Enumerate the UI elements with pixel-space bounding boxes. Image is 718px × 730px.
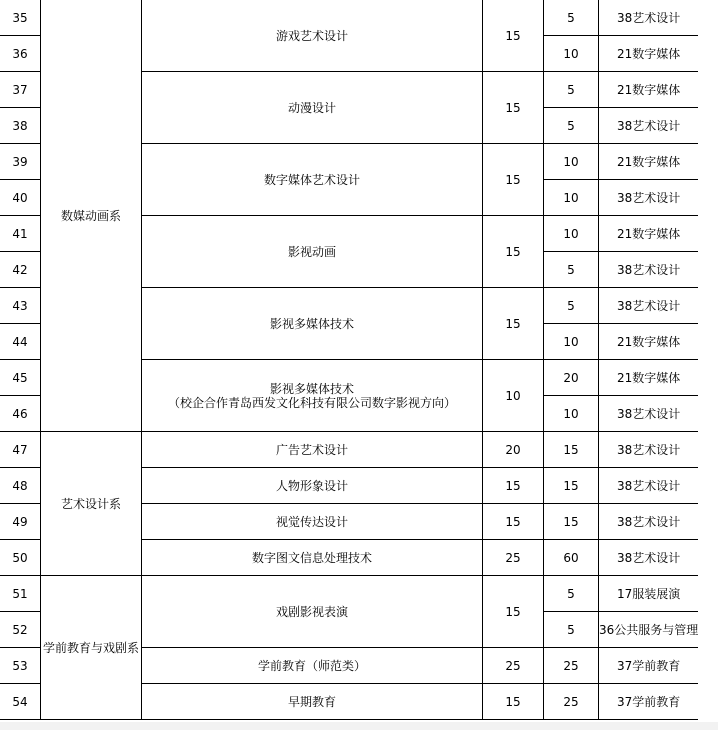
count-cell: 25 <box>544 684 599 720</box>
row-number: 42 <box>0 252 41 288</box>
major-note: （校企合作青岛西发文化科技有限公司数字影视方向） <box>167 395 456 410</box>
quota-cell: 25 <box>483 540 544 576</box>
category-cell: 38艺术设计 <box>599 396 699 432</box>
major-cell: 广告艺术设计 <box>142 432 483 468</box>
count-cell: 10 <box>544 144 599 180</box>
row-number: 44 <box>0 324 41 360</box>
quota-cell: 25 <box>483 648 544 684</box>
major-name: 影视多媒体技术 <box>269 381 354 396</box>
count-cell: 10 <box>544 396 599 432</box>
category-cell: 21数字媒体 <box>599 144 699 180</box>
category-cell: 38艺术设计 <box>599 288 699 324</box>
row-number: 41 <box>0 216 41 252</box>
count-cell: 5 <box>544 72 599 108</box>
department-cell: 艺术设计系 <box>41 432 142 576</box>
category-cell: 37学前教育 <box>599 684 699 720</box>
category-cell: 38艺术设计 <box>599 468 699 504</box>
category-cell: 38艺术设计 <box>599 0 699 36</box>
count-cell: 5 <box>544 0 599 36</box>
count-cell: 10 <box>544 216 599 252</box>
quota-cell: 15 <box>483 72 544 144</box>
category-cell: 21数字媒体 <box>599 360 699 396</box>
major-cell <box>142 360 483 432</box>
row-number: 51 <box>0 576 41 612</box>
major-cell: 影视多媒体技术 <box>142 288 483 360</box>
quota-cell: 10 <box>483 360 544 432</box>
category-cell: 21数字媒体 <box>599 36 699 72</box>
category-cell: 37学前教育 <box>599 648 699 684</box>
count-cell: 15 <box>544 504 599 540</box>
row-number: 37 <box>0 72 41 108</box>
count-cell: 5 <box>544 288 599 324</box>
count-cell: 5 <box>544 252 599 288</box>
category-cell: 38艺术设计 <box>599 504 699 540</box>
category-cell: 21数字媒体 <box>599 324 699 360</box>
count-cell: 15 <box>544 432 599 468</box>
table-row <box>0 576 698 612</box>
table-row <box>0 432 698 468</box>
category-cell: 38艺术设计 <box>599 540 699 576</box>
row-number: 39 <box>0 144 41 180</box>
quota-cell: 15 <box>483 504 544 540</box>
count-cell: 15 <box>544 468 599 504</box>
major-cell: 动漫设计 <box>142 72 483 144</box>
category-cell: 21数字媒体 <box>599 216 699 252</box>
count-cell: 60 <box>544 540 599 576</box>
quota-cell: 20 <box>483 432 544 468</box>
quota-cell: 15 <box>483 216 544 288</box>
row-number: 49 <box>0 504 41 540</box>
major-cell: 影视动画 <box>142 216 483 288</box>
row-number: 40 <box>0 180 41 216</box>
quota-cell: 15 <box>483 288 544 360</box>
row-number: 45 <box>0 360 41 396</box>
row-number: 36 <box>0 36 41 72</box>
row-number: 53 <box>0 648 41 684</box>
count-cell: 5 <box>544 108 599 144</box>
row-number: 47 <box>0 432 41 468</box>
row-number: 38 <box>0 108 41 144</box>
major-cell: 数字媒体艺术设计 <box>142 144 483 216</box>
major-cell: 游戏艺术设计 <box>142 0 483 72</box>
major-cell: 早期教育 <box>142 684 483 720</box>
count-cell: 25 <box>544 648 599 684</box>
major-cell: 人物形象设计 <box>142 468 483 504</box>
count-cell: 10 <box>544 324 599 360</box>
category-cell: 38艺术设计 <box>599 108 699 144</box>
row-number: 54 <box>0 684 41 720</box>
category-cell: 17服装展演 <box>599 576 699 612</box>
row-number: 46 <box>0 396 41 432</box>
major-cell: 数字图文信息处理技术 <box>142 540 483 576</box>
category-cell: 21数字媒体 <box>599 72 699 108</box>
row-number: 43 <box>0 288 41 324</box>
category-cell: 38艺术设计 <box>599 180 699 216</box>
row-number: 35 <box>0 0 41 36</box>
category-cell: 38艺术设计 <box>599 252 699 288</box>
quota-cell: 15 <box>483 0 544 72</box>
quota-cell: 15 <box>483 576 544 648</box>
department-cell: 学前教育与戏剧系 <box>41 576 142 720</box>
table-row <box>0 0 698 36</box>
count-cell: 5 <box>544 576 599 612</box>
count-cell: 5 <box>544 612 599 648</box>
quota-cell: 15 <box>483 684 544 720</box>
row-number: 50 <box>0 540 41 576</box>
department-cell: 数媒动画系 <box>41 0 142 432</box>
count-cell: 10 <box>544 36 599 72</box>
category-cell: 38艺术设计 <box>599 432 699 468</box>
major-cell: 学前教育（师范类） <box>142 648 483 684</box>
count-cell: 10 <box>544 180 599 216</box>
major-cell: 戏剧影视表演 <box>142 576 483 648</box>
count-cell: 20 <box>544 360 599 396</box>
quota-cell: 15 <box>483 144 544 216</box>
category-cell: 36公共服务与管理 <box>599 612 699 648</box>
sheet-bottom-edge <box>0 722 718 730</box>
row-number: 52 <box>0 612 41 648</box>
major-cell: 视觉传达设计 <box>142 504 483 540</box>
quota-cell: 15 <box>483 468 544 504</box>
row-number: 48 <box>0 468 41 504</box>
